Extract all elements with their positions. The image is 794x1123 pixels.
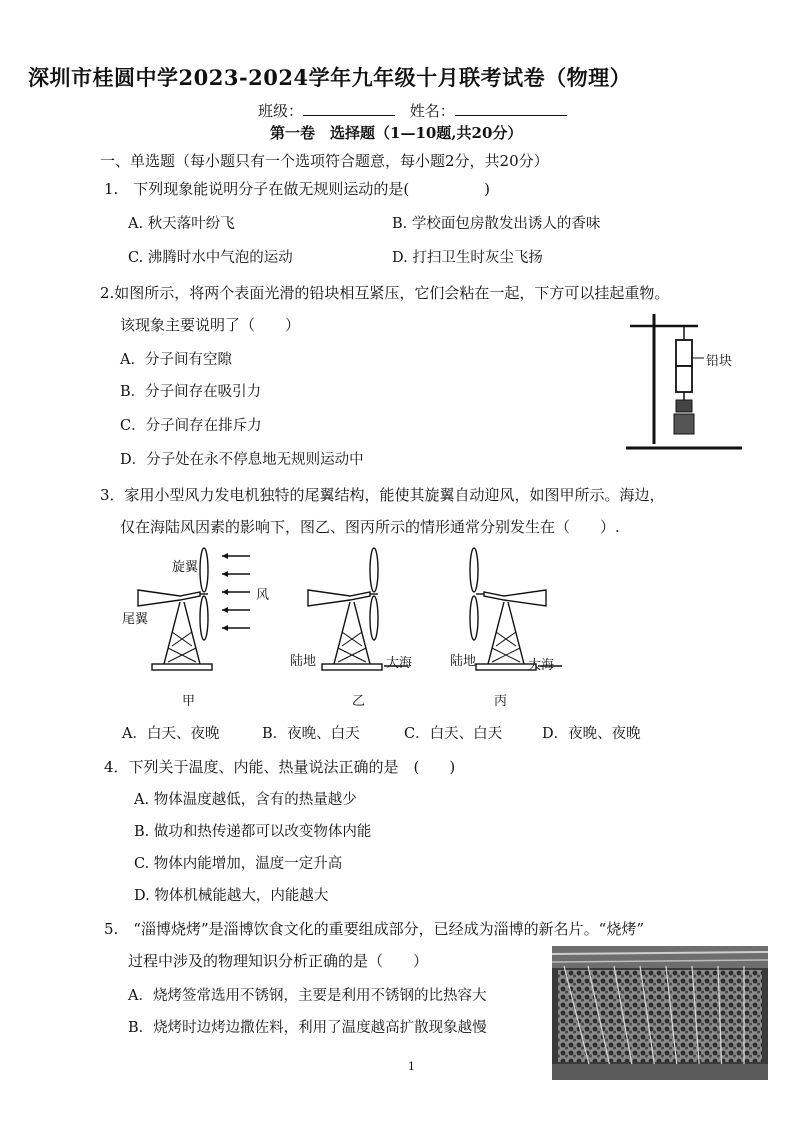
q4-option-a: A. 物体温度越低，含有的热量越少 <box>134 792 357 808</box>
q4-option-b: B. 做功和热传递都可以改变物体内能 <box>134 824 372 840</box>
q2-option-b: B．分子间存在吸引力 <box>120 384 262 400</box>
class-label: 班级： <box>258 102 304 120</box>
name-blank <box>455 101 567 116</box>
student-info-line <box>258 100 567 121</box>
caption-yi: 乙 <box>352 694 366 709</box>
land-label-yi: 陆地 <box>290 654 317 669</box>
wind-label: 风 <box>256 588 270 603</box>
lead-block-label: 铅块 <box>706 354 733 369</box>
q2-stem-cont: 该现象主要说明了（ ） <box>120 316 301 334</box>
q4-stem: 4．下列关于温度、内能、热量说法正确的是 ( ) <box>104 758 456 776</box>
caption-bing: 丙 <box>494 694 508 709</box>
q2-option-a: A．分子间有空隙 <box>120 352 232 368</box>
page-number: 1 <box>408 1060 415 1073</box>
sea-label-bing: 大海 <box>528 658 555 673</box>
land-label-bing: 陆地 <box>450 654 477 669</box>
q3-option-d: D．夜晚、夜晚 <box>542 726 641 742</box>
q2-option-c: C．分子间存在排斥力 <box>120 418 262 434</box>
q2-stem: 2.如图所示，将两个表面光滑的铅块相互紧压，它们会粘在一起，下方可以挂起重物。 <box>100 284 670 302</box>
class-blank <box>303 101 395 116</box>
name-label: 姓名： <box>409 102 455 120</box>
tail-label: 尾翼 <box>122 612 149 627</box>
q1-option-a: A. 秋天落叶纷飞 <box>128 216 235 232</box>
q1-option-d: D. 打扫卫生时灰尘飞扬 <box>392 250 543 266</box>
q2-option-d: D．分子处在永不停息地无规则运动中 <box>120 452 364 468</box>
q1-option-b: B. 学校面包房散发出诱人的香味 <box>392 216 601 232</box>
barbecue-photo <box>552 946 768 1080</box>
page-title: 深圳市桂圆中学2023-2024学年九年级十月联考试卷（物理） <box>28 65 632 90</box>
q3-option-c: C．白天、白天 <box>404 726 503 742</box>
q4-option-c: C. 物体内能增加，温度一定升高 <box>134 856 343 872</box>
q4-option-d: D. 物体机械能越大，内能越大 <box>134 888 329 904</box>
sea-label-yi: 大海 <box>386 656 413 671</box>
lead-block-figure <box>620 310 750 455</box>
q1-stem: 1. 下列现象能说明分子在做无规则运动的是( ) <box>104 180 491 198</box>
q1-option-c: C. 沸腾时水中气泡的运动 <box>128 250 293 266</box>
rotor-label: 旋翼 <box>172 560 199 575</box>
q3-option-a: A．白天、夜晚 <box>122 726 220 742</box>
section-title: 一、单选题（每小题只有一个选项符合题意，每小题2分，共20分） <box>100 152 549 170</box>
q5-option-a: A．烧烤签常选用不锈钢，主要是利用不锈钢的比热容大 <box>128 988 487 1004</box>
q3-option-b: B．夜晚、白天 <box>262 726 360 742</box>
q5-stem-cont: 过程中涉及的物理知识分析正确的是（ ） <box>128 952 429 970</box>
part-title: 第一卷 选择题（1—10题,共20分） <box>270 124 523 142</box>
q3-stem: 3．家用小型风力发电机独特的尾翼结构，能使其旋翼自动迎风，如图甲所示。海边， <box>100 486 665 504</box>
caption-jia: 甲 <box>182 694 196 709</box>
q5-stem: 5. “淄博烧烤”是淄博饮食文化的重要组成部分，已经成为淄博的新名片。“烧烤” <box>104 920 644 938</box>
q5-option-b: B．烧烤时边烤边撒佐料，利用了温度越高扩散现象越慢 <box>128 1020 487 1036</box>
q3-stem-cont: 仅在海陆风因素的影响下，图乙、图丙所示的情形通常分别发生在（ ）. <box>120 518 620 536</box>
